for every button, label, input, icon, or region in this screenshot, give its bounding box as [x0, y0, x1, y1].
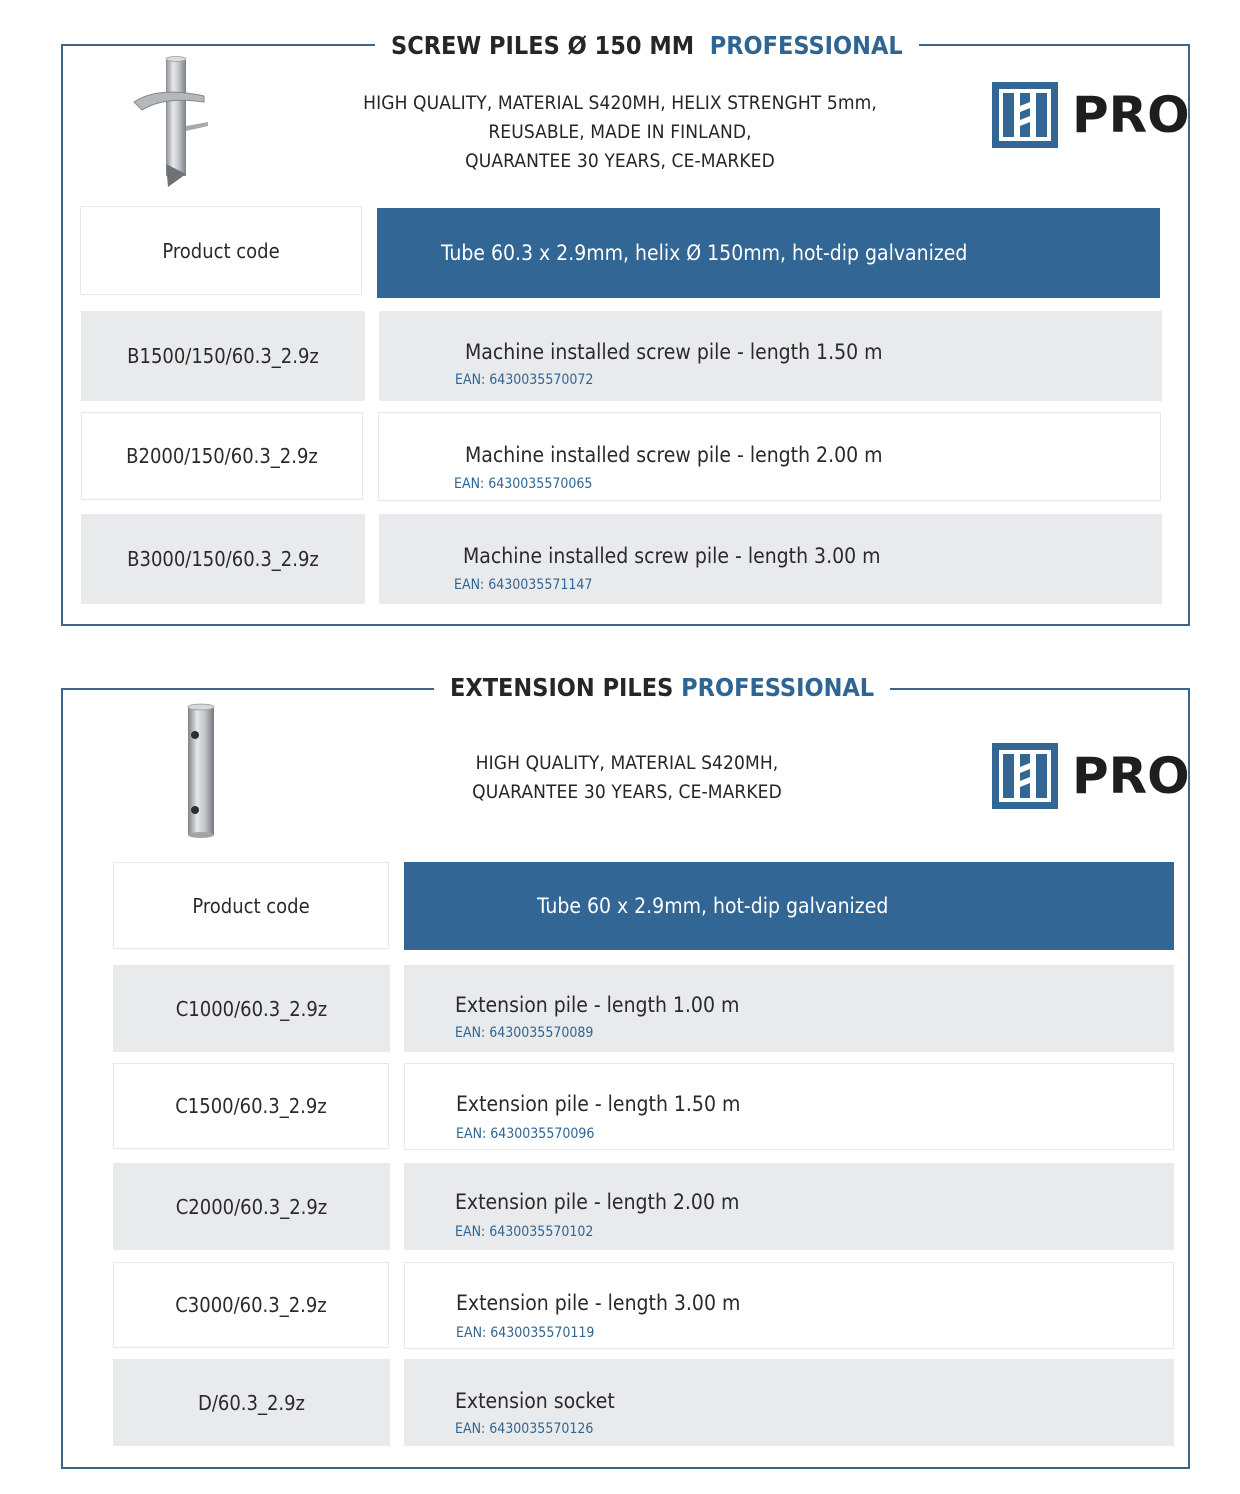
- subtitle-line: HIGH QUALITY, MATERIAL S420MH, HELIX STRENGHT 5mm,: [363, 92, 877, 114]
- subtitle-line: HIGH QUALITY, MATERIAL S420MH,: [475, 752, 779, 774]
- spec-header: [404, 862, 1174, 950]
- pro-logo-text: PRO: [1072, 86, 1190, 144]
- product-description: Machine installed screw pile - length 2.00 m: [465, 443, 883, 467]
- product-code: D/60.3_2.9z: [197, 1390, 305, 1415]
- table-row-desc: [404, 1359, 1174, 1446]
- product-code: C1500/60.3_2.9z: [175, 1094, 327, 1118]
- spec-text: Tube 60 x 2.9mm, hot-dip galvanized: [537, 894, 889, 918]
- product-code: C1000/60.3_2.9z: [175, 996, 328, 1021]
- product-code-label: Product code: [162, 238, 280, 263]
- table-row-desc: [379, 514, 1162, 604]
- product-ean: EAN: 6430035570072: [455, 372, 594, 388]
- extension-piles-title-accent: PROFESSIONAL: [681, 673, 875, 702]
- table-row-desc: [379, 311, 1162, 401]
- pro-logo: [992, 82, 1190, 152]
- table-row-code: [113, 1359, 390, 1446]
- screw-piles-title-accent: PROFESSIONAL: [709, 31, 903, 60]
- product-ean: EAN: 6430035570102: [455, 1224, 594, 1240]
- product-code-header: [113, 862, 389, 949]
- table-row-desc: [404, 1163, 1174, 1250]
- pro-logo-text: PRO: [1072, 747, 1190, 805]
- product-code: C2000/60.3_2.9z: [175, 1194, 328, 1219]
- screw-piles-heading: [375, 31, 919, 61]
- pro-logo: [992, 743, 1190, 813]
- table-row-desc: [378, 412, 1161, 501]
- subtitle-line: QUARANTEE 30 YEARS, CE-MARKED: [472, 781, 782, 803]
- table-row-code: [81, 514, 365, 604]
- product-description: Extension pile - length 2.00 m: [455, 1190, 740, 1214]
- product-ean: EAN: 6430035570119: [456, 1325, 595, 1341]
- product-description: Machine installed screw pile - length 3.00 m: [463, 544, 881, 568]
- pro-logo-icon: [992, 743, 1058, 809]
- table-row-code: [113, 1163, 390, 1250]
- product-description: Extension pile - length 3.00 m: [456, 1291, 741, 1315]
- screw-pile-image: [128, 56, 218, 192]
- table-row-code: [81, 412, 363, 500]
- subtitle-line: QUARANTEE 30 YEARS, CE-MARKED: [465, 150, 775, 172]
- product-description: Machine installed screw pile - length 1.50 m: [465, 340, 883, 364]
- table-row-code: [113, 965, 390, 1052]
- extension-pile-image: [184, 703, 218, 839]
- extension-piles-title: EXTENSION PILES: [450, 673, 674, 702]
- product-ean: EAN: 6430035571147: [454, 577, 593, 593]
- screw-piles-title: SCREW PILES Ø 150 MM: [391, 31, 695, 60]
- screw-piles-subtitle: [330, 89, 910, 176]
- product-code-label: Product code: [192, 893, 310, 918]
- table-row-code: [113, 1262, 389, 1348]
- pro-logo-icon: [992, 82, 1058, 148]
- product-description: Extension pile - length 1.50 m: [456, 1092, 741, 1116]
- table-row-code: [81, 311, 365, 401]
- product-ean: EAN: 6430035570089: [455, 1025, 594, 1041]
- product-ean: EAN: 6430035570065: [454, 476, 593, 492]
- product-code: B3000/150/60.3_2.9z: [127, 547, 319, 571]
- table-row-desc: [404, 965, 1174, 1052]
- extension-piles-heading: [434, 673, 890, 703]
- product-code-header: [80, 206, 362, 295]
- table-row-desc: [404, 1262, 1174, 1349]
- spec-text: Tube 60.3 x 2.9mm, helix Ø 150mm, hot-dip galvanized: [441, 241, 968, 265]
- product-code: B2000/150/60.3_2.9z: [126, 444, 318, 468]
- product-ean: EAN: 6430035570126: [455, 1421, 594, 1437]
- product-description: Extension pile - length 1.00 m: [455, 993, 740, 1017]
- product-description: Extension socket: [455, 1389, 615, 1413]
- product-code: C3000/60.3_2.9z: [175, 1293, 327, 1317]
- table-row-desc: [404, 1063, 1174, 1150]
- table-row-code: [113, 1063, 389, 1149]
- product-code: B1500/150/60.3_2.9z: [127, 344, 319, 368]
- subtitle-line: REUSABLE, MADE IN FINLAND,: [488, 121, 752, 143]
- spec-header: [377, 208, 1160, 298]
- extension-piles-subtitle: [397, 749, 857, 807]
- product-ean: EAN: 6430035570096: [456, 1126, 595, 1142]
